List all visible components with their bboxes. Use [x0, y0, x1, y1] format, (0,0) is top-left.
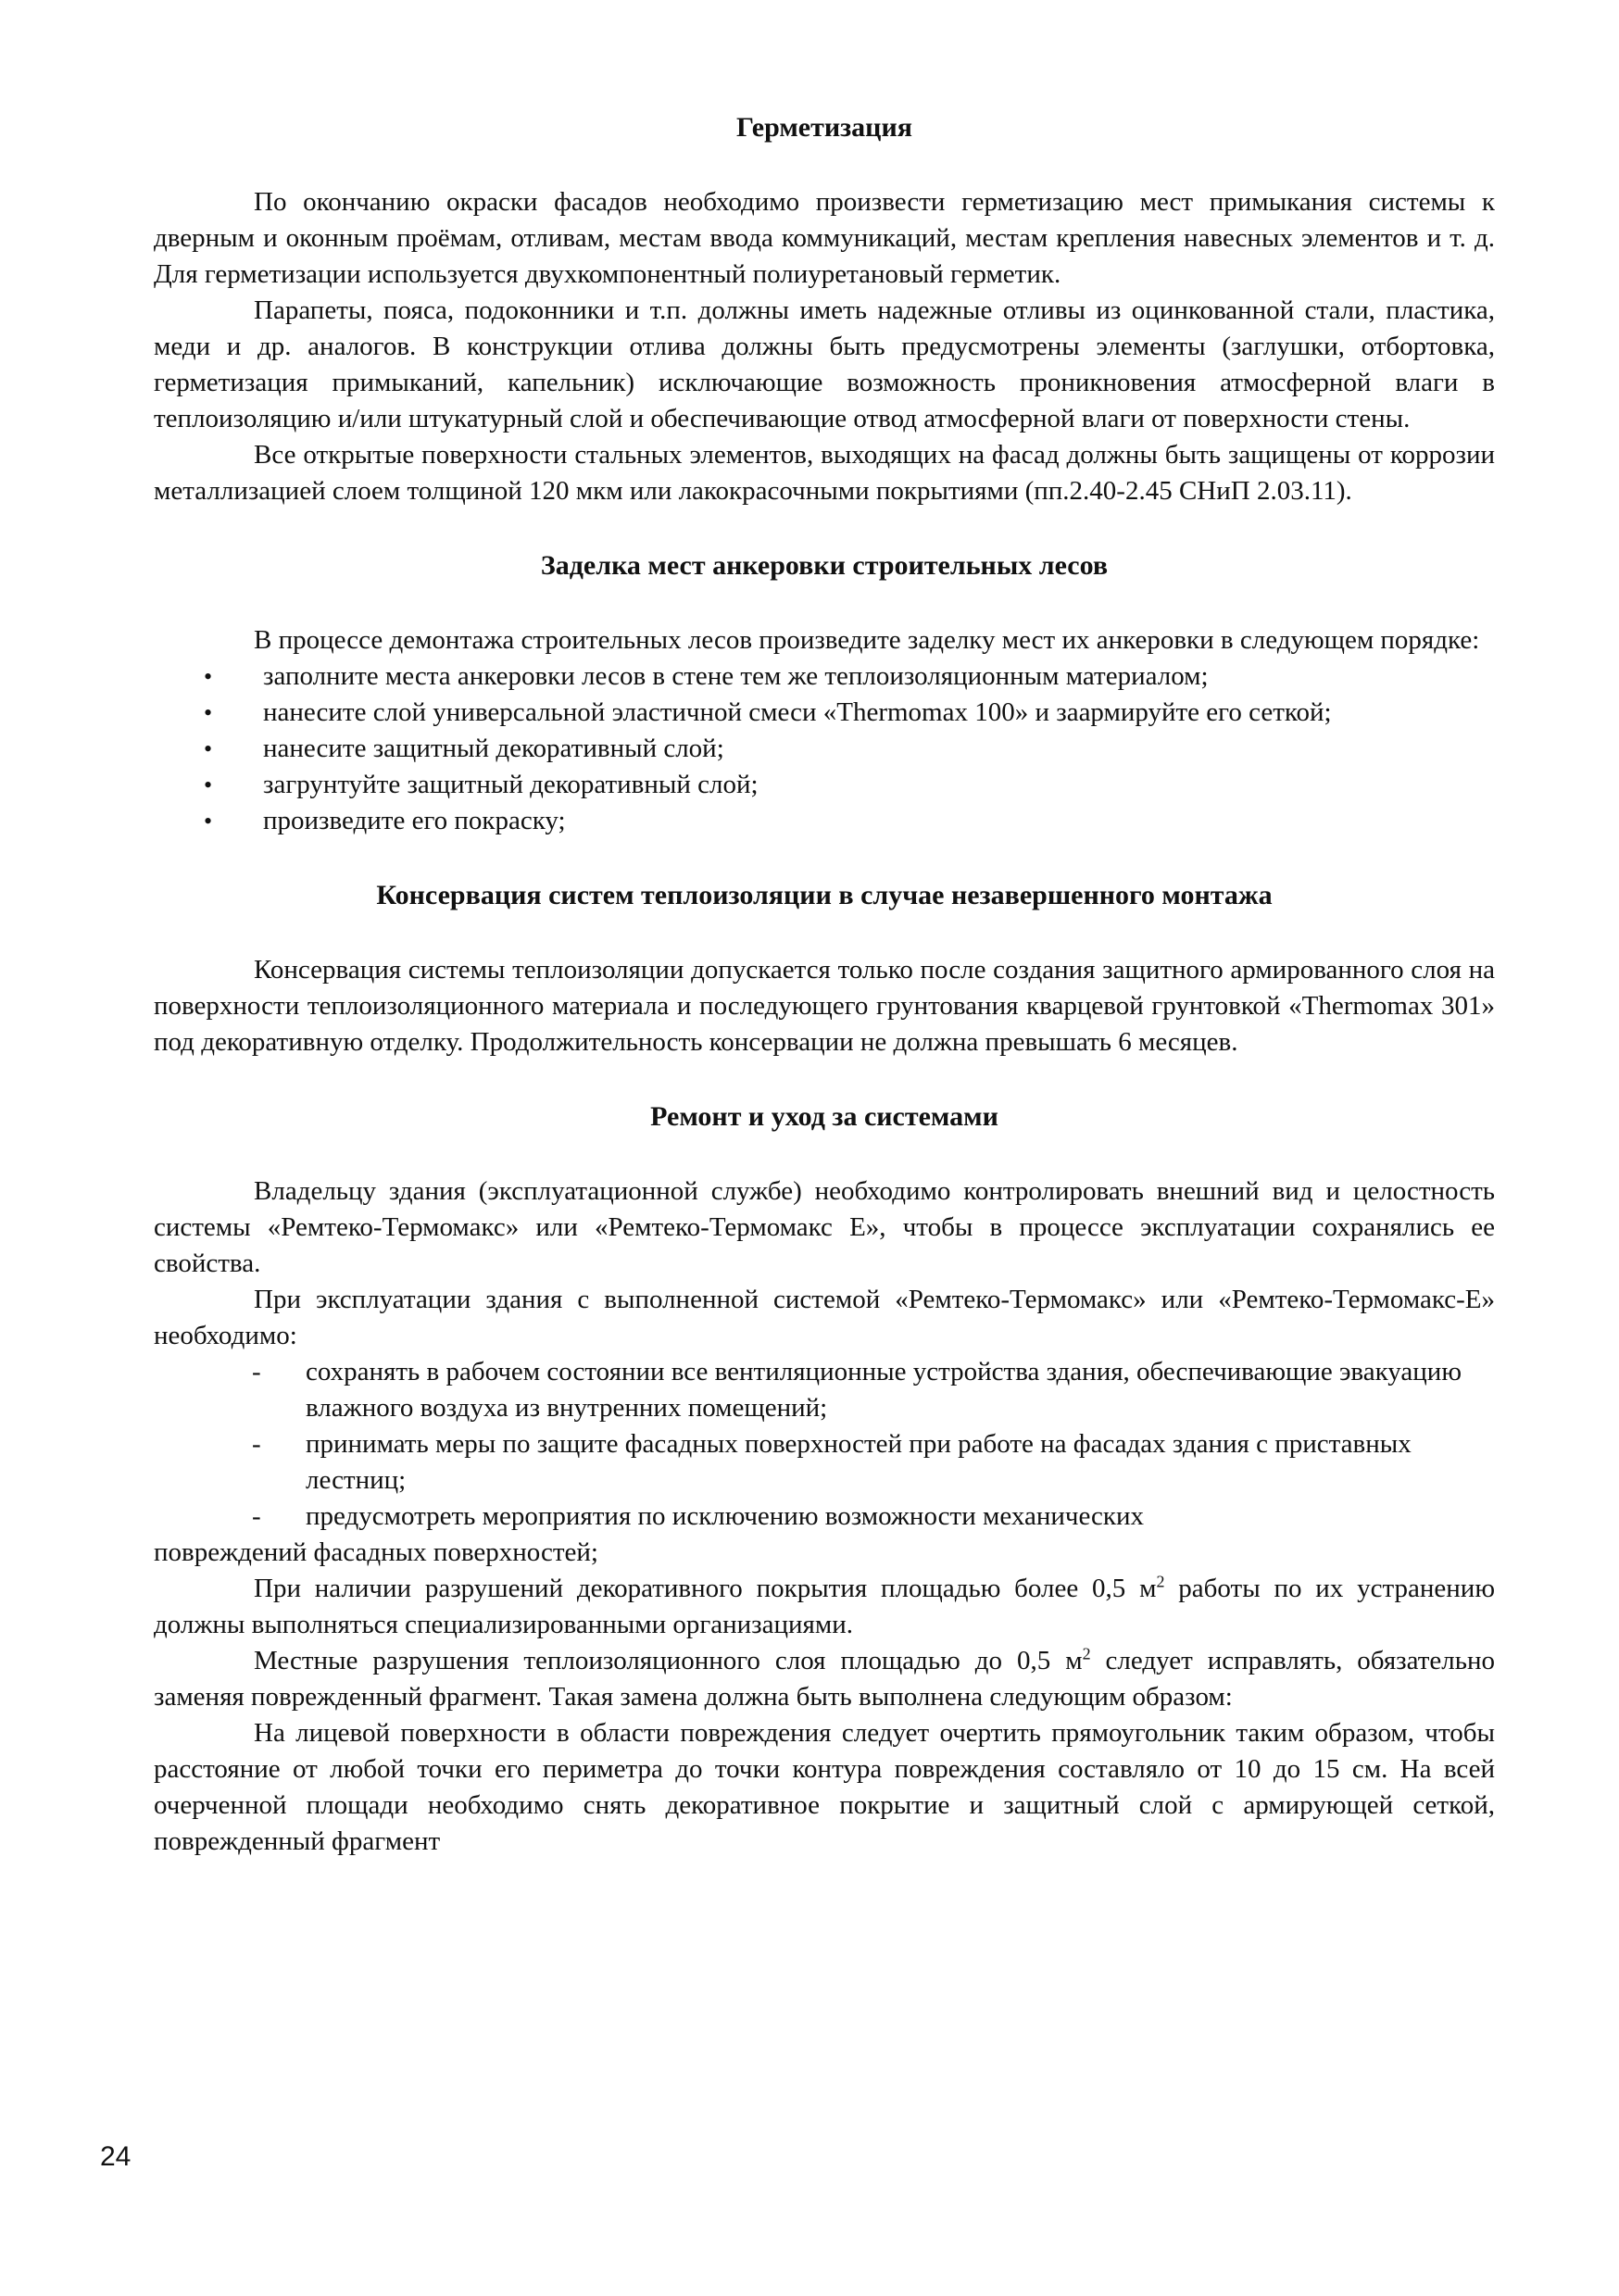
superscript: 2 [1082, 1644, 1091, 1663]
paragraph: Консервация системы теплоизоляции допускается только после создания защитного армированного слоя на поверхности теплоизоляционного материала и последующего грунтования кварцевой грунтовкой «Thermomax 301» под декоративную отделку. Продолжительность консервации не должна превышать 6 месяцев. [154, 955, 1495, 1057]
paragraph: Парапеты, пояса, подоконники и т.п. должны иметь надежные отливы из оцинкованной стали, пластика, меди и др. аналогов. В конструкции отлива должны быть предусмотрены элементы (заглушки, отбортовка, герметизация примыканий, капельник) исключающие возможность проникновения атмосферной влаги в теплоизоляцию и/или штукатурный слой и обеспечивающие отвод атмосферной влаги от поверхности стены. [154, 295, 1495, 433]
heading-scaffold-anchoring: Заделка мест анкеровки строительных лесов [540, 550, 1109, 581]
dash-list [154, 1354, 1495, 1535]
list-item: - предусмотреть мероприятия по исключению возможности механических [154, 1499, 1495, 1535]
superscript: 2 [1156, 1572, 1165, 1591]
bullet-list [154, 659, 1495, 839]
list-item: - принимать меры по защите фасадных поверхностей при работе на фасадах здания с приставных лестниц; [154, 1426, 1495, 1499]
text-run: следует исправлять, обязательно заменяя поврежденный фрагмент. Такая замена должна быть выполнена следующим образом: [154, 1646, 1495, 1712]
paragraph: На лицевой поверхности в области повреждения следует очертить прямоугольник таким образом, чтобы расстояние от любой точки его периметра до точки контура повреждения составляло от 10 до 15 см. На всей очерченной площади необходимо снять декоративное покрытие и защитный слой с армирующей сеткой, поврежденный фрагмент [154, 1718, 1495, 1856]
list-item: • нанесите защитный декоративный слой; [154, 731, 1495, 767]
list-item: • заполните места анкеровки лесов в стене тем же теплоизоляционным материалом; [154, 659, 1495, 695]
paragraph [154, 1571, 1495, 1643]
paragraph: Владельцу здания (эксплуатационной службе) необходимо контролировать внешний вид и целостность системы «Ремтеко-Термомакс» или «Ремтеко-Термомакс Е», чтобы в процессе эксплуатации сохранялись ее свойства. [154, 1176, 1495, 1278]
page-number: 24 [100, 2141, 132, 2172]
text-run: Местные разрушения теплоизоляционного слоя площадью до 0,5 м [254, 1646, 1083, 1675]
list-item: - сохранять в рабочем состоянии все вентиляционные устройства здания, обеспечивающие эвакуацию влажного воздуха из внутренних помещений; [154, 1354, 1495, 1426]
paragraph: повреждений фасадных поверхностей; [154, 1537, 598, 1567]
paragraph: В процессе демонтажа строительных лесов произведите заделку мест их анкеровки в следующем порядке: [254, 625, 1480, 655]
paragraph: Все открытые поверхности стальных элементов, выходящих на фасад должны быть защищены от коррозии металлизацией слоем толщиной 120 мкм или лакокрасочными покрытиями (пп.2.40-2.45 СНиП 2.03.11). [154, 440, 1495, 506]
heading-repair: Ремонт и уход за системами [650, 1101, 998, 1132]
paragraph [154, 1643, 1495, 1715]
page-content [154, 109, 1495, 1860]
heading-conservation: Консервация систем теплоизоляции в случае незавершенного монтажа [376, 880, 1273, 910]
list-item: • произведите его покраску; [154, 803, 1495, 839]
list-item: • загрунтуйте защитный декоративный слой; [154, 767, 1495, 803]
heading-sealing: Герметизация [736, 112, 912, 143]
list-item: • нанесите слой универсальной эластичной смеси «Thermomax 100» и заармируйте его сеткой; [154, 695, 1495, 731]
paragraph: При эксплуатации здания с выполненной системой «Ремтеко-Термомакс» или «Ремтеко-Термомакс-Е» необходимо: [154, 1285, 1495, 1350]
paragraph: По окончанию окраски фасадов необходимо произвести герметизацию мест примыкания системы к дверным и оконным проёмам, отливам, местам ввода коммуникаций, местам крепления навесных элементов и т. д. Для герметизации используется двухкомпонентный полиуретановый герметик. [154, 187, 1495, 289]
text-run: При наличии разрушений декоративного покрытия площадью более 0,5 м [254, 1574, 1157, 1603]
text-run: работы по их устранению должны выполняться специализированными организациями. [154, 1574, 1495, 1639]
